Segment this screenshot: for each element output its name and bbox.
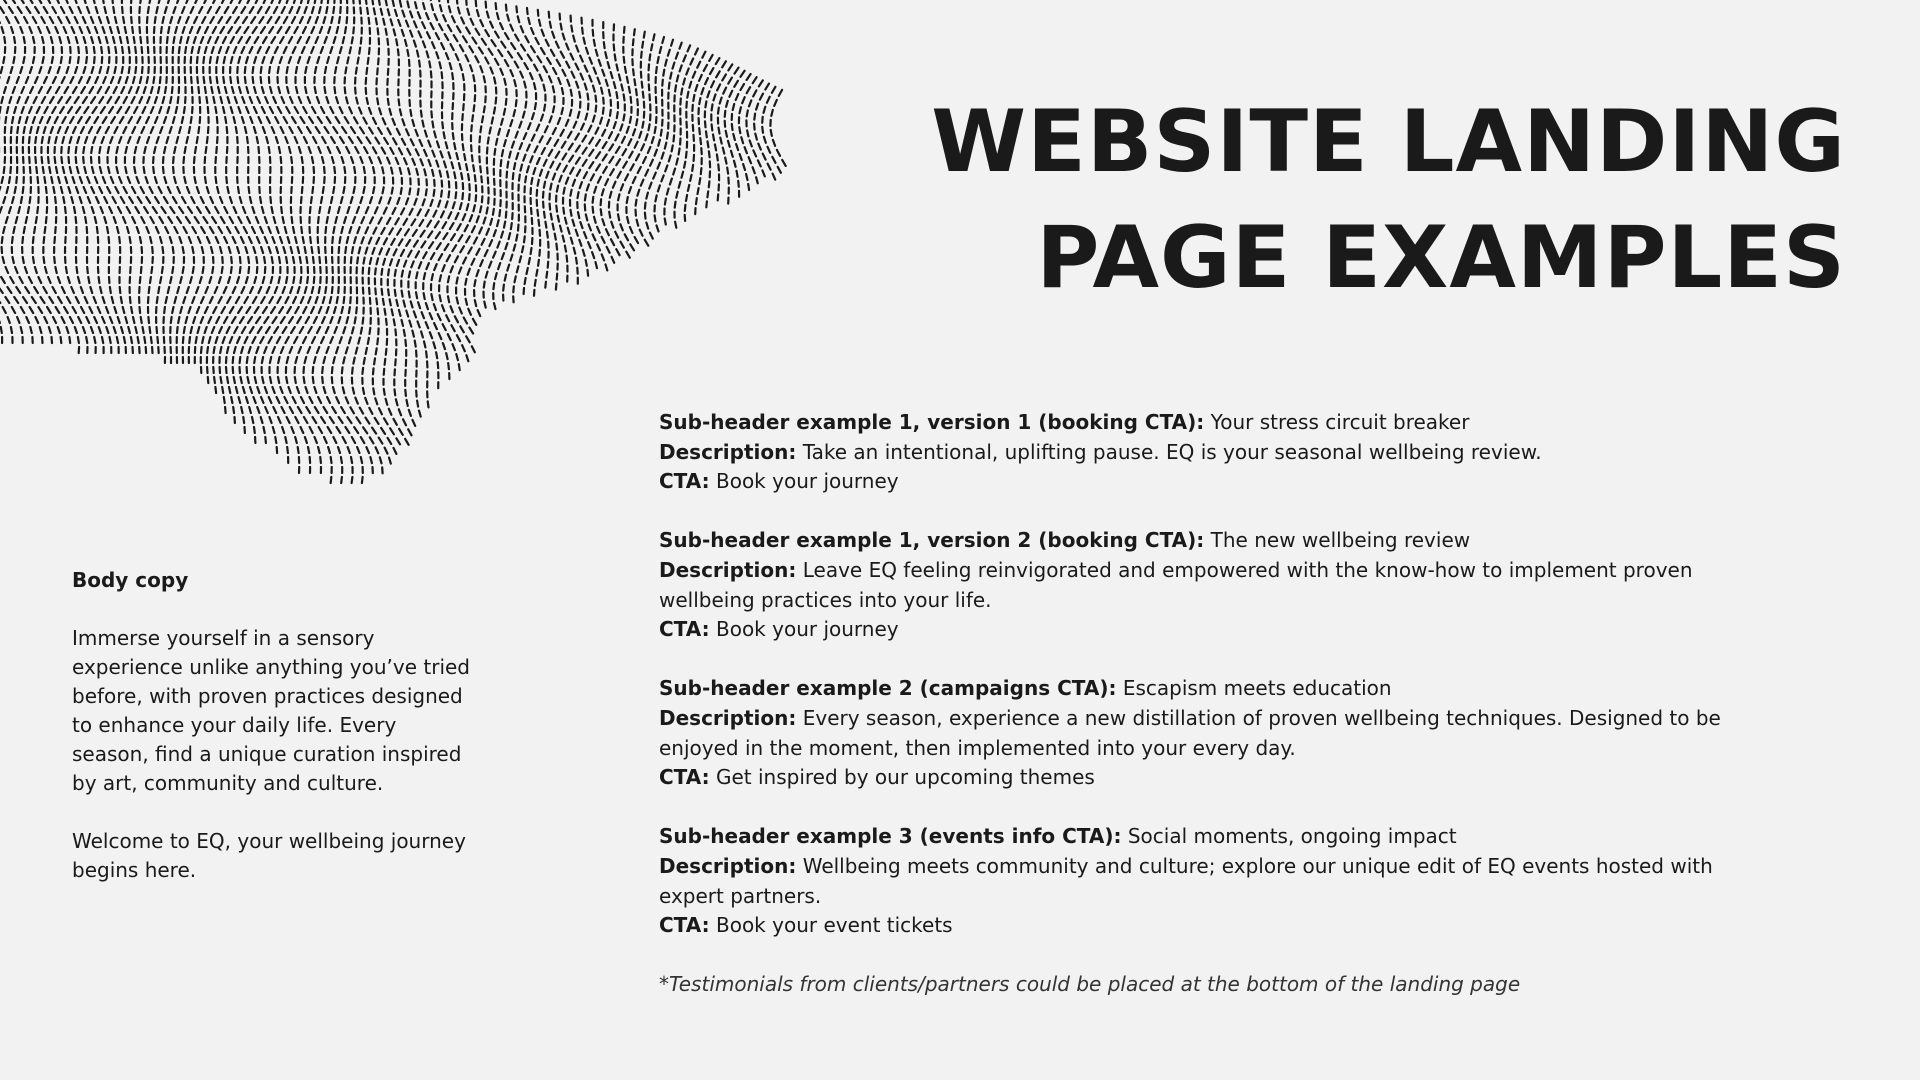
subheader-label: Sub-header example 3 (events info CTA): (659, 824, 1122, 849)
cta-line (659, 615, 1779, 645)
description-label: Description: (659, 557, 797, 582)
cta-label: CTA: (659, 765, 710, 790)
cta-label: CTA: (659, 617, 710, 642)
description-label: Description: (659, 853, 797, 878)
subheader-examples (659, 408, 1779, 1000)
subheader-label: Sub-header example 2 (campaigns CTA): (659, 676, 1117, 701)
cta-line (659, 763, 1779, 793)
subheader-label: Sub-header example 1, version 1 (booking CTA): (659, 410, 1205, 434)
page-title-line-1: WEBSITE LANDING (931, 92, 1846, 192)
cta-text: Book your journey (715, 617, 899, 642)
cta-text: Get inspired by our upcoming themes (715, 765, 1095, 790)
body-copy-paragraph-1: Immerse yourself in a sensory experience unlike anything you’ve tried before, with proven practices designed to enhance your daily life. Every season, find a unique curation inspired by art, community and culture. (72, 626, 470, 795)
body-copy-paragraph-2: Welcome to EQ, your wellbeing journey begins here. (72, 829, 466, 882)
example-block-3 (659, 674, 1779, 792)
example-block-1 (659, 408, 1779, 497)
description-label: Description: (659, 439, 797, 464)
subheader-text: Escapism meets education (1122, 676, 1392, 701)
description-line (659, 556, 1779, 615)
cta-label: CTA: (659, 913, 710, 938)
description-label: Description: (659, 705, 797, 730)
subheader-text: Your stress circuit breaker (1210, 410, 1470, 434)
page-title (931, 84, 1846, 316)
example-block-2 (659, 526, 1779, 644)
body-copy-section (72, 566, 472, 914)
description-line (659, 438, 1779, 468)
description-text: Wellbeing meets community and culture; explore our unique edit of EQ events hosted with expert partners. (659, 853, 1713, 908)
subheader-line (659, 822, 1779, 852)
description-line (659, 852, 1779, 911)
subheader-line (659, 674, 1779, 704)
example-block-4 (659, 822, 1779, 940)
subheader-line (659, 408, 1779, 438)
cta-line (659, 911, 1779, 941)
description-line (659, 704, 1779, 763)
subheader-line (659, 526, 1779, 556)
body-copy-heading: Body copy (72, 568, 189, 592)
page-title-line-2: PAGE EXAMPLES (1036, 208, 1846, 308)
cta-text: Book your journey (715, 469, 899, 494)
subheader-text: Social moments, ongoing impact (1127, 824, 1457, 849)
subheader-text: The new wellbeing review (1210, 528, 1471, 553)
cta-text: Book your event tickets (715, 913, 953, 938)
description-text: Every season, experience a new distillation of proven wellbeing techniques. Designed to be enjoyed in the moment, then implemented into your every day. (659, 705, 1721, 760)
description-text: Take an intentional, uplifting pause. EQ is your seasonal wellbeing review. (802, 439, 1542, 464)
subheader-label: Sub-header example 1, version 2 (booking CTA): (659, 528, 1205, 553)
testimonials-footnote: *Testimonials from clients/partners could be placed at the bottom of the landing page (659, 972, 1521, 997)
description-text: Leave EQ feeling reinvigorated and empowered with the know-how to implement proven wellbeing practices into your life. (659, 557, 1693, 612)
cta-line (659, 467, 1779, 497)
cta-label: CTA: (659, 469, 710, 494)
